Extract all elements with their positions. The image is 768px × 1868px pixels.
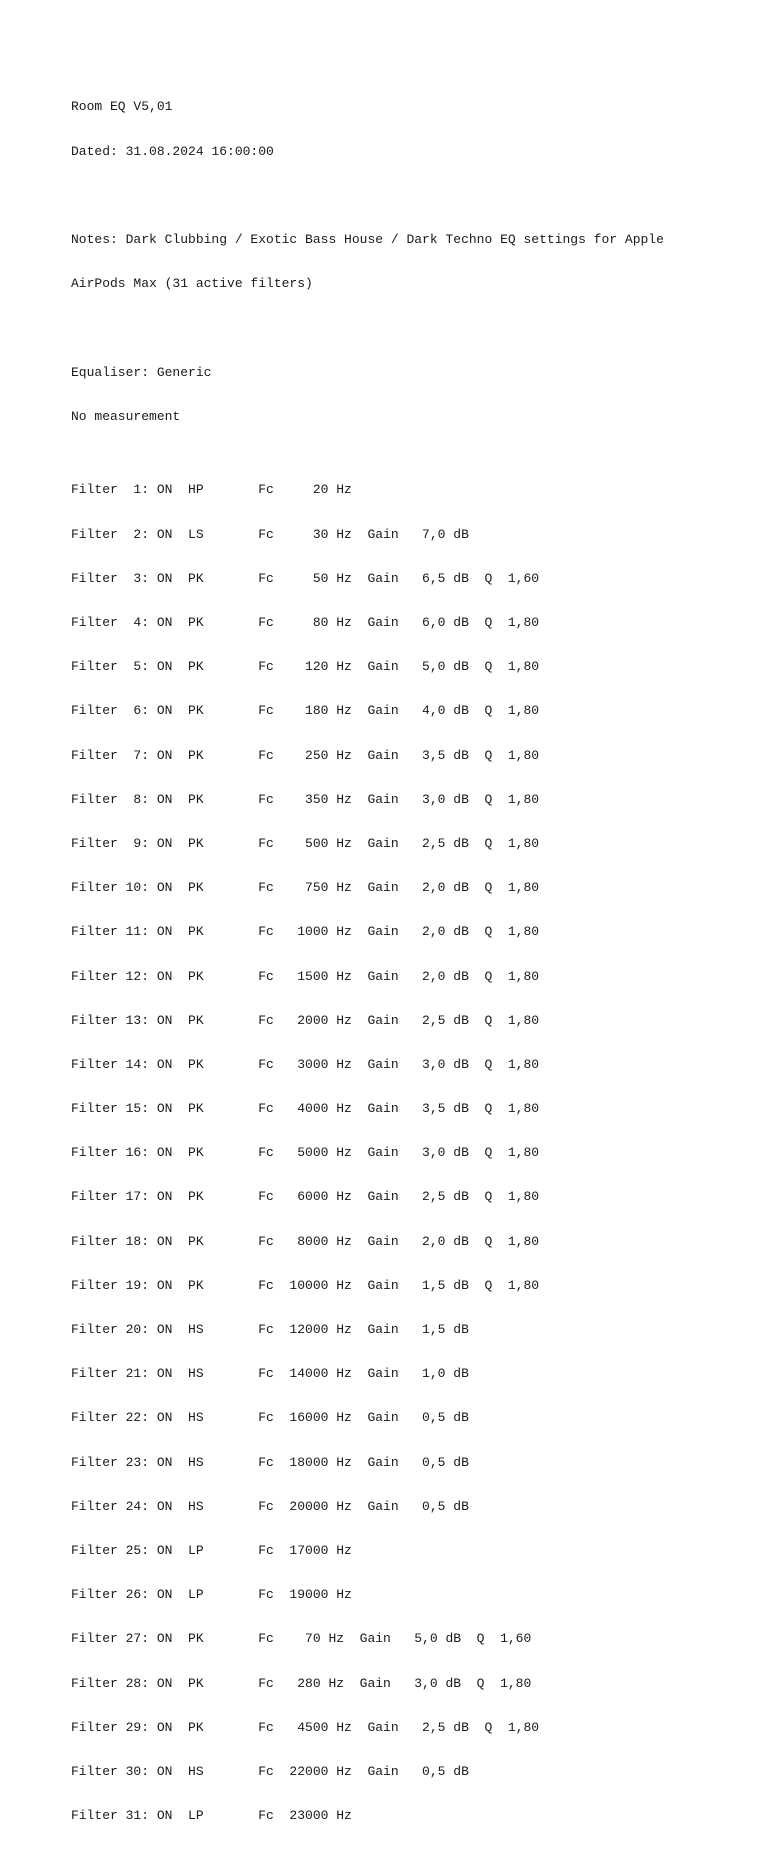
filter-line: Filter 2: ON LS Fc 30 Hz Gain 7,0 dB [71,526,469,542]
notes-line-1: Notes: Dark Clubbing / Exotic Bass House / Dark Techno EQ settings for Apple [71,232,664,248]
filter-line: Filter 14: ON PK Fc 3000 Hz Gain 3,0 dB Q 1,80 [71,1056,540,1072]
filter-line: Filter 3: ON PK Fc 50 Hz Gain 6,5 dB Q 1,60 [71,570,540,586]
filter-line: Filter 17: ON PK Fc 6000 Hz Gain 2,5 dB Q 1,80 [71,1189,540,1205]
filter-line: Filter 13: ON PK Fc 2000 Hz Gain 2,5 dB Q 1,80 [71,1012,540,1028]
filter-line: Filter 6: ON PK Fc 180 Hz Gain 4,0 dB Q 1,80 [71,703,540,719]
eq-document [71,71,664,1868]
filter-line: Filter 24: ON HS Fc 20000 Hz Gain 0,5 dB [71,1498,469,1514]
filter-line: Filter 11: ON PK Fc 1000 Hz Gain 2,0 dB Q 1,80 [71,924,540,940]
filter-line: Filter 8: ON PK Fc 350 Hz Gain 3,0 dB Q 1,80 [71,791,540,807]
filter-line: Filter 25: ON LP Fc 17000 Hz [71,1542,352,1558]
filter-line: Filter 26: ON LP Fc 19000 Hz [71,1587,352,1603]
filter-line: Filter 5: ON PK Fc 120 Hz Gain 5,0 dB Q 1,80 [71,659,540,675]
filter-line: Filter 30: ON HS Fc 22000 Hz Gain 0,5 dB [71,1763,469,1779]
filter-line: Filter 31: ON LP Fc 23000 Hz [71,1808,352,1824]
filter-line: Filter 16: ON PK Fc 5000 Hz Gain 3,0 dB Q 1,80 [71,1145,540,1161]
notes-line-2: AirPods Max (31 active filters) [71,276,313,292]
filter-line: Filter 29: ON PK Fc 4500 Hz Gain 2,5 dB Q 1,80 [71,1719,540,1735]
document-title: Room EQ V5,01 [71,99,173,115]
dated-line: Dated: 31.08.2024 16:00:00 [71,143,274,159]
filter-line: Filter 18: ON PK Fc 8000 Hz Gain 2,0 dB Q 1,80 [71,1233,540,1249]
filter-line: Filter 7: ON PK Fc 250 Hz Gain 3,5 dB Q 1,80 [71,747,540,763]
filter-line: Filter 19: ON PK Fc 10000 Hz Gain 1,5 dB Q 1,80 [71,1277,540,1293]
blank-line [71,321,664,336]
filter-line: Filter 9: ON PK Fc 500 Hz Gain 2,5 dB Q 1,80 [71,835,540,851]
filter-line: Filter 1: ON HP Fc 20 Hz [71,482,352,498]
filter-line: Filter 20: ON HS Fc 12000 Hz Gain 1,5 dB [71,1322,469,1337]
equaliser-line: Equaliser: Generic [71,364,212,380]
filter-line: Filter 27: ON PK Fc 70 Hz Gain 5,0 dB Q 1,60 [71,1631,532,1647]
filter-line: Filter 23: ON HS Fc 18000 Hz Gain 0,5 dB [71,1454,469,1470]
blank-line [71,189,664,204]
filter-line: Filter 10: ON PK Fc 750 Hz Gain 2,0 dB Q 1,80 [71,880,540,896]
measurement-line: No measurement [71,408,181,424]
filter-line: Filter 28: ON PK Fc 280 Hz Gain 3,0 dB Q 1,80 [71,1675,532,1691]
filter-line: Filter 12: ON PK Fc 1500 Hz Gain 2,0 dB Q 1,80 [71,968,540,984]
filter-list [71,454,664,1853]
filter-line: Filter 21: ON HS Fc 14000 Hz Gain 1,0 dB [71,1366,469,1382]
filter-line: Filter 4: ON PK Fc 80 Hz Gain 6,0 dB Q 1,80 [71,615,540,630]
filter-line: Filter 22: ON HS Fc 16000 Hz Gain 0,5 dB [71,1410,469,1426]
filter-line: Filter 15: ON PK Fc 4000 Hz Gain 3,5 dB Q 1,80 [71,1101,540,1117]
